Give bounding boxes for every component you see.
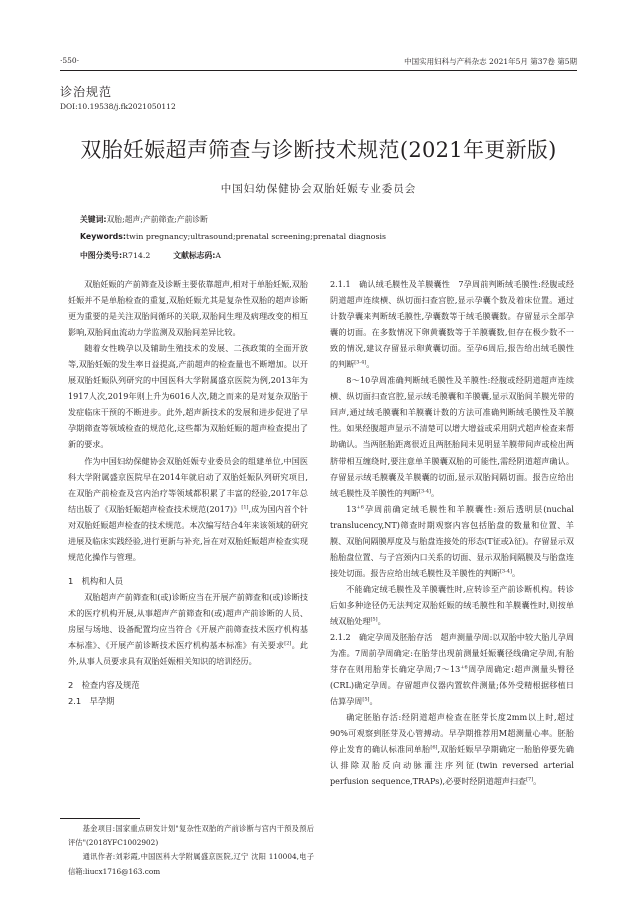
- citation: [7]: [526, 776, 534, 783]
- paragraph: 双胎妊娠的产前筛查及诊断主要依靠超声,相对于单胎妊娠,双胎妊娠并不是单胎检查的重复,双胎妊娠尤其是复杂性双胎的超声诊断更为重要的是关注双胎间循环的关联,双胎间生理及病理改变的相互影响,双胎间血流动力学监测及双胎间差异比较。: [68, 279, 308, 338]
- keywords-en-label: Keywords:: [80, 232, 127, 241]
- paragraph: 双胎超声产前筛查和(或)诊断应当在开展产前筛查和(或)诊断技术的医疗机构开展,从事超声产前筛查和(或)超声产前诊断的人员、房屋与场地、设备配置均应当符合《开展产前筛查技术医疗机构基本标准》、《开展产前诊断技术医疗机构基本标准》有关要求[2]。此外,从事人员要求具有双胎妊娠相关知识的培训经历。: [68, 591, 308, 667]
- paragraph: 确定胚胎存活:经阴道超声检查在胚芽长度2mm以上时,超过90%可观察到胚芽及心管搏动。早孕期推荐用M超测量心率。胚胎停止发育的确认标准同单胎[6],双胎妊娠早孕期确定一胎胎停要先确认排除双胎反向动脉灌注序列征(twin reversed arterial perfusion sequence,TRAPs),必要时经阴道超声扫查[7]。: [330, 712, 574, 787]
- paragraph: 不能确定绒毛膜性及羊膜囊性时,应转诊至产前诊断机构。转诊后如多种途径仍无法判定双胎妊娠的绒毛膜性和羊膜囊性时,则按单绒双胎处理[5]。: [330, 583, 574, 626]
- citation: [3-4]: [499, 568, 512, 575]
- paper-title: 双胎妊娠超声筛查与诊断技术规范(2021年更新版): [80, 138, 557, 162]
- paper-author: 中国妇幼保健协会双胎妊娠专业委员会: [220, 183, 417, 195]
- paragraph: $13^{+6}$孕周前确定绒毛膜性和羊膜囊性:颈后透明层(nuchal translucency,NT)筛查时期观察内容包括胎盘的数量和位置、羊膜、双胎间隔膜厚度及与胎盘连接处的形态(T征或λ征)。存留显示双胎胎盘位置、与子宫颈内口关系的切面、显示双胎间隔膜及与胎盘连接处切面。报告应给出绒毛膜性及羊膜性的判断[3-4]。: [330, 503, 574, 578]
- keywords-en-text: twin pregnancy;ultrasound;prenatal screening;prenatal diagnosis: [126, 232, 386, 241]
- heading-1: 1 机构和人员: [68, 575, 124, 586]
- heading-2-1: 2.1 早孕期: [68, 696, 115, 707]
- section-label: 诊治规范: [60, 85, 113, 99]
- paragraph: 2.1.2 确定孕周及胚胎存活 超声测量孕周:以双胎中较大胎儿孕周为准。7周前孕周确定:在胎芽出现前测量妊娠囊径线确定孕周,有胎芽存在则用胎芽长确定孕周$;7\sim 13^{+6}$周孕周确定:超声测量头臀径(CRL)确定孕周。存留超声仪器内置软件测量;体外受精根据移植日估算孕周[5]。: [330, 632, 574, 707]
- citation: [5]: [370, 616, 378, 623]
- page-number: ·550·: [60, 56, 80, 65]
- citation: [1]: [241, 503, 249, 510]
- doc-code-value: A: [215, 251, 222, 260]
- right-column: [330, 276, 574, 790]
- header-rule: [60, 70, 577, 71]
- footnote-rule: [60, 818, 140, 819]
- paragraph: 2.1.1 确认绒毛膜性及羊膜囊性 7孕周前判断绒毛膜性:经腹或经阴道超声连续横、纵切面扫查宫腔,显示孕囊个数及着床位置。通过计数孕囊来判断绒毛膜性,孕囊数等于绒毛膜囊数。存留显示全部孕囊的切面。在多数情况下卵黄囊数等于羊膜囊数,但存在极少数不一致的情况,建议存留显示卵黄囊切面。至孕6周后,报告给出绒毛膜性的判断[3-4]。: [330, 279, 574, 370]
- keywords-cn: [80, 214, 208, 225]
- paragraph: 随着女性晚孕以及辅助生殖技术的发展、二孩政策的全面开放等,双胎妊娠的发生率日益提高,产前超声的检查量也不断增加。以开展双胎妊娠队列研究的中国医科大学附属盛京医院为例,2013年为1917人次,2019年则上升为6016人次,随之而来的是对复杂双胎于发症临床干预的不断进步。此外,超声新技术的发展和进步促进了早孕期筛查等领域检查的规范化,这些都为双胎妊娠的超声检查提出了新的要求。: [68, 343, 308, 450]
- journal-header: 中国实用妇科与产科杂志 2021年5月 第37卷 第5期: [404, 57, 577, 66]
- clc-label: 中图分类号:: [80, 251, 123, 260]
- citation: [3-4]: [354, 359, 367, 366]
- footnotes: [68, 822, 314, 879]
- keywords-en: [80, 232, 386, 241]
- doi: DOI:10.19538/j.fk2021050112: [60, 102, 176, 111]
- citation: [3-4]: [419, 487, 431, 494]
- citation: [6]: [430, 744, 438, 751]
- clc-value: R714.2: [122, 251, 151, 260]
- fund-note: 基金项目:国家重点研发计划"复杂性双胎的产前诊断与宫内干预及预后评估"(2018YFC1002902): [68, 824, 314, 848]
- paragraph: 作为中国妇幼保健协会双胎妊娠专业委员会的组建单位,中国医科大学附属盛京医院早在2014年就启动了双胎妊娠队列研究项目,在双胎产前检查及宫内治疗等领域都积累了丰富的经验,2017年总结出版了《双胎妊娠超声检查技术规范(2017)》[1],成为国内首个针对双胎妊娠超声检查的技术规范。本次编写结合4年来该领域的研究进展及临床实践经验,进行更新与补充,旨在对双胎妊娠超声检查实现规范化操作与管理。: [68, 455, 309, 562]
- citation: [2]: [284, 640, 292, 647]
- citation: [5]: [362, 696, 370, 703]
- keywords-cn-label: 关键词:: [80, 215, 107, 224]
- classification: [80, 250, 221, 261]
- heading-2: 2 检查内容及规范: [68, 680, 140, 691]
- keywords-cn-text: 双胎;超声;产前筛查;产前诊断: [106, 215, 208, 224]
- left-column: [68, 276, 308, 709]
- doc-code-label: 文献标志码:: [173, 251, 216, 260]
- correspondence-note: 通讯作者:刘彩霞,中国医科大学附属盛京医院,辽宁 沈阳 110004,电子信箱:liucx1716@163.com: [68, 852, 314, 876]
- paragraph: 8～10孕周准确判断绒毛膜性及羊膜性:经腹或经阴道超声连续横、纵切面扫查宫腔,显示绒毛膜囊和羊膜囊,显示双胎间羊膜光带的回声,通过绒毛膜囊和羊膜囊计数的方法可准确判断绒毛膜性及羊膜性。如果经腹超声显示不清楚可以增大增益或采用阴式超声检查来帮助确认。当两胚胎距离很近且两胚胎间未见明显羊膜带间声或检出两脐带相互缠绕时,要注意单羊膜囊双胎的可能性,需经阴道超声确认。存留显示绒毛膜囊及羊膜囊的切面,显示双胎间隔切面。报告应给出绒毛膜性及羊膜性的判断[3-4]。: [330, 375, 574, 498]
